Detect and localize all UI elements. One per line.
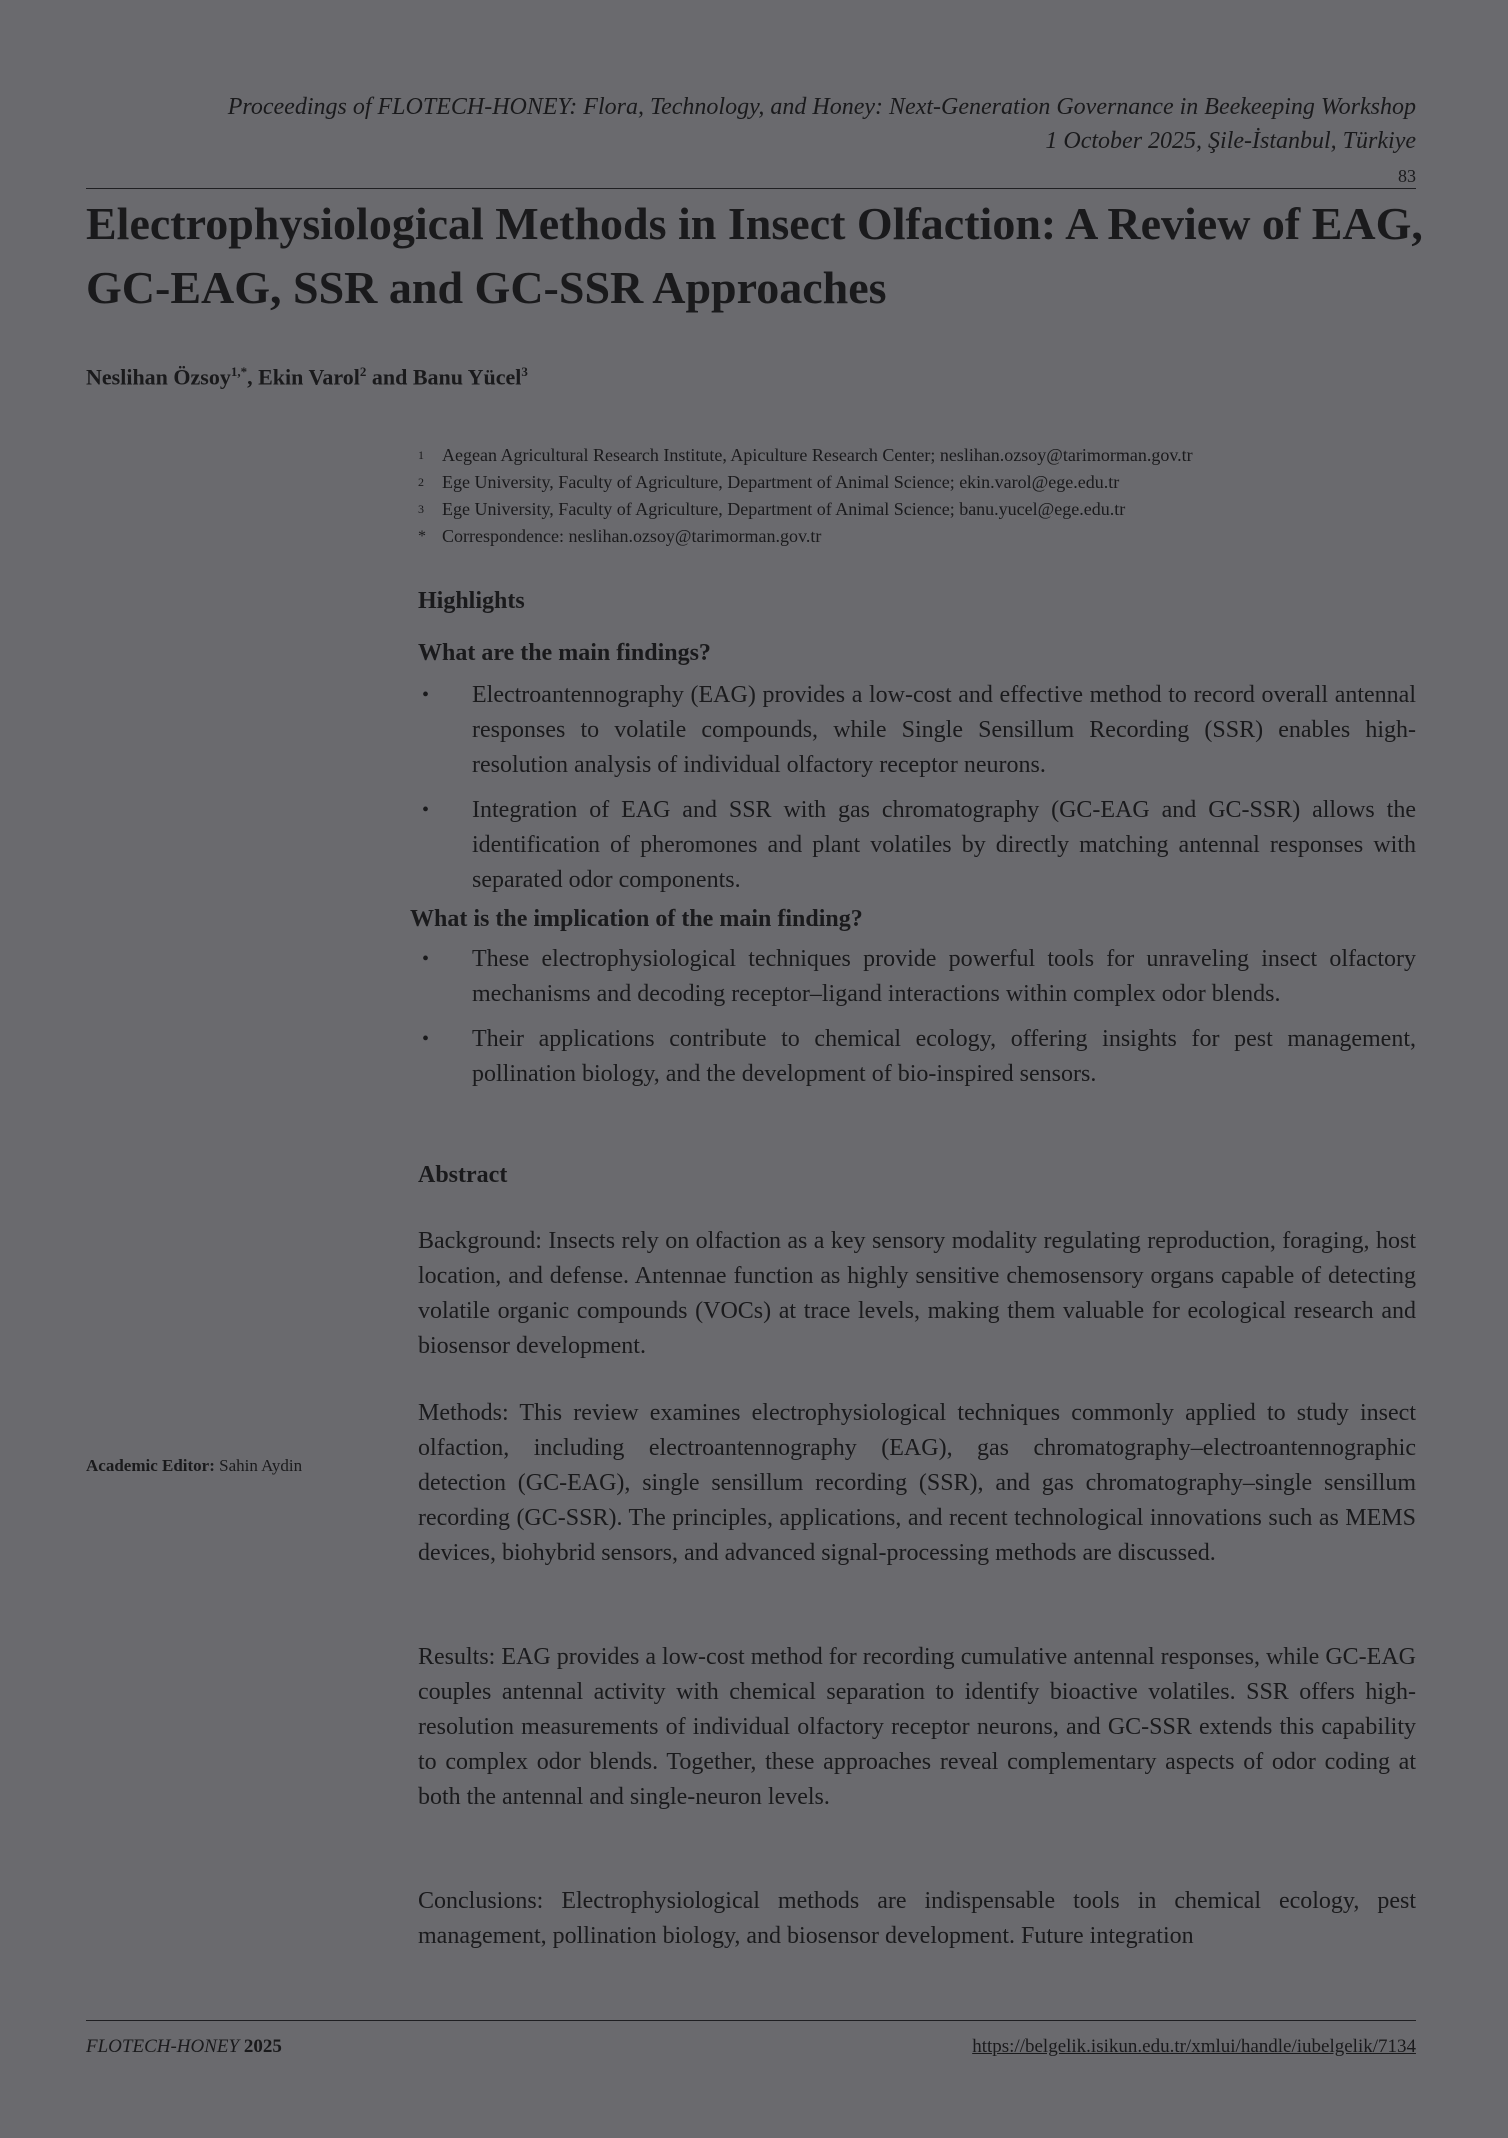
author-affil-mark: 2 <box>359 364 367 379</box>
proceedings-header: Proceedings of FLOTECH-HONEY: Flora, Technology, and Honey: Next-Generation Governance in Beekeeping Workshop <box>227 94 1416 120</box>
academic-editor-label: Academic Editor: <box>86 1456 215 1475</box>
footer-divider <box>86 2020 1416 2021</box>
list-item: • Electroantennography (EAG) provides a low-cost and effective method to record overall antennal responses to volatile compounds, while Single Sensillum Recording (SSR) enables high-resolution analysis of individual olfactory receptor neurons. <box>418 678 1416 783</box>
affiliation-item: 1 Aegean Agricultural Research Institute, Apiculture Research Center; neslihan.ozsoy@tarimorman.gov.tr <box>418 445 1193 465</box>
author-name: Ekin Varol <box>258 364 360 390</box>
main-findings-heading: What are the main findings? <box>418 640 711 666</box>
author-affil-mark: 3 <box>521 364 528 379</box>
list-item: • Their applications contribute to chemical ecology, offering insights for pest management, pollination biology, and the development of bio-inspired sensors. <box>418 1022 1416 1092</box>
abstract-background: Background: Insects rely on olfaction as a key sensory modality regulating reproduction, foraging, host location, and defense. Antennae function as highly sensitive chemosensory organs capable of detecting volatile organic compounds (VOCs) at trace levels, making them valuable for ecological research and biosensor development. <box>418 1228 1416 1359</box>
correspondence: * Correspondence: neslihan.ozsoy@tarimorman.gov.tr <box>418 526 822 546</box>
author-name: Banu Yücel <box>412 364 522 390</box>
bullet-icon: • <box>422 948 430 970</box>
header-divider <box>86 188 1416 189</box>
abstract-conclusions: Conclusions: Electrophysiological methods are indispensable tools in chemical ecology, pest management, pollination biology, and biosensor development. Future integration <box>418 1888 1416 1949</box>
author-name: Neslihan Özsoy <box>86 364 231 390</box>
author-list: Neslihan Özsoy$^{1,*}$, Ekin Varol$^2$ and Banu Yücel$^3$ <box>86 364 528 390</box>
academic-editor <box>86 1456 302 1476</box>
footer-journal: FLOTECH-HONEY 2025 <box>86 2036 282 2057</box>
bullet-icon: • <box>422 1028 430 1050</box>
date-location: 1 October 2025, Şile-İstanbul, Türkiye <box>1045 128 1416 154</box>
author-affil-mark: 1,* <box>230 364 248 379</box>
affiliation-item: 2 Ege University, Faculty of Agriculture, Department of Animal Science; ekin.varol@ege.edu.tr <box>418 472 1120 492</box>
list-item: • These electrophysiological techniques provide powerful tools for unraveling insect olfactory mechanisms and decoding receptor–ligand interactions within complex odor blends. <box>418 942 1416 1012</box>
academic-editor-name: Sahin Aydin <box>219 1456 303 1475</box>
handle-link[interactable]: https://belgelik.isikun.edu.tr/xmlui/handle/iubelgelik/7134 <box>972 2036 1416 2057</box>
highlights-heading: Highlights <box>418 588 525 614</box>
abstract-methods: Methods: This review examines electrophysiological techniques commonly applied to study insect olfaction, including electroantennography (EAG), gas chromatography–electroantennographic detection (GC-EAG), single sensillum recording (SSR), and gas chromatography–single sensillum recording (GC-SSR). The principles, applications, and recent technological innovations such as MEMS devices, biohybrid sensors, and advanced signal-processing methods are discussed. <box>418 1400 1416 1566</box>
abstract-heading: Abstract <box>418 1162 508 1188</box>
implication-list <box>418 942 1416 1092</box>
bullet-icon: • <box>422 799 430 821</box>
affiliation-item: 3 Ege University, Faculty of Agriculture, Department of Animal Science; banu.yucel@ege.edu.tr <box>418 499 1126 519</box>
main-findings-list <box>418 678 1416 898</box>
paper-title: Electrophysiological Methods in Insect Olfaction: A Review of EAG, GC-EAG, SSR and GC-SSR Approaches <box>86 198 1423 313</box>
bullet-icon: • <box>422 684 430 706</box>
list-item: • Integration of EAG and SSR with gas chromatography (GC-EAG and GC-SSR) allows the identification of pheromones and plant volatiles by directly matching antennal responses with separated odor components. <box>418 793 1416 898</box>
affiliation-list <box>418 442 1418 550</box>
page-number: 83 <box>1398 166 1416 186</box>
implication-heading: What is the implication of the main finding? <box>410 906 863 932</box>
abstract-results: Results: EAG provides a low-cost method for recording cumulative antennal responses, while GC-EAG couples antennal activity with chemical separation to identify bioactive volatiles. SSR offers high-resolution measurements of individual olfactory receptor neurons, and GC-SSR extends this capability to complex odor blends. Together, these approaches reveal complementary aspects of odor coding at both the antennal and single-neuron levels. <box>418 1644 1416 1810</box>
